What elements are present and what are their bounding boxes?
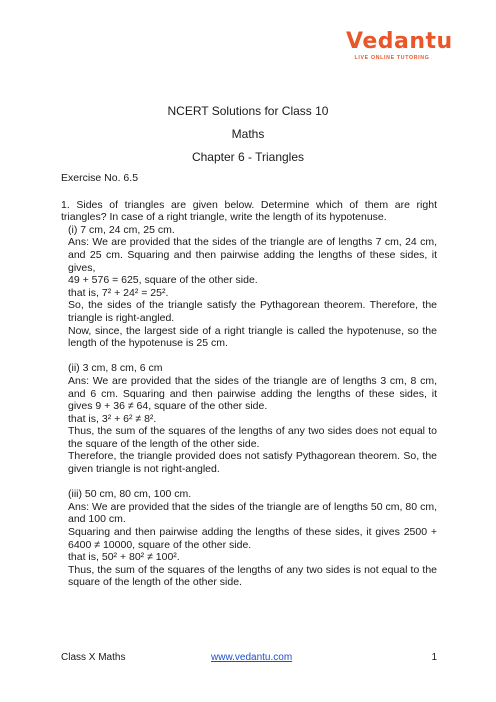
- footer-class-label: Class X Maths: [61, 652, 126, 663]
- header-chapter: Chapter 6 - Triangles: [191, 150, 305, 164]
- part-3-conclusion: Thus, the sum of the squares of the lengths of any two sides is not equal to the square of the length of the other side.: [68, 563, 437, 589]
- header-subject: Maths: [231, 127, 265, 141]
- part-3-label: (iii) 50 cm, 80 cm, 100 cm.: [68, 488, 192, 501]
- page-footer: [61, 652, 437, 664]
- footer-website-link[interactable]: www.vedantu.com: [211, 652, 293, 663]
- part-1-conclusion: So, the sides of the triangle satisfy the Pythagorean theorem. Therefore, the triangle is right-angled.: [68, 299, 437, 324]
- page-number: 1: [431, 652, 437, 663]
- exercise-title: Exercise No. 6.5: [61, 172, 139, 184]
- part-1-hypotenuse: Now, since, the largest side of a right triangle is called the hypotenuse, so the length of the hypotenuse is 25 cm.: [68, 324, 437, 350]
- part-3-answer: Ans: We are provided that the sides of the triangle are of lengths 50 cm, 80 cm, and 100 cm.: [68, 500, 437, 526]
- document-header: [0, 102, 496, 171]
- vedantu-logo: [346, 29, 453, 61]
- question-text: 1. Sides of triangles are given below. Determine which of them are right triangles? In case of a right triangle, write the length of its hypotenuse.: [61, 198, 437, 224]
- part-2-reasoning: Thus, the sum of the squares of the lengths of any two sides does not equal to the square of the length of the other side.: [68, 425, 437, 450]
- header-title: NCERT Solutions for Class 10: [167, 104, 329, 118]
- spacer: [61, 476, 437, 489]
- part-3-squaring: Squaring and then pairwise adding the lengths of these sides, it gives 2500 + 6400 ≠ 10000, square of the other side.: [68, 526, 437, 551]
- part-1-equation-squares: that is, 7² + 24² = 25².: [68, 286, 169, 299]
- part-2-answer: Ans: We are provided that the sides of the triangle are of lengths 3 cm, 8 cm, and 6 cm. Squaring and then pairwise adding the lengths of these sides, it gives 9 + 36 ≠ 64, square of the other side.: [68, 374, 437, 413]
- part-2-conclusion: Therefore, the triangle provided does not satisfy Pythagorean theorem. So, the given triangle is not right-angled.: [68, 450, 437, 476]
- part-2-equation: that is, 3² + 6² ≠ 8².: [68, 412, 157, 425]
- logo-wordmark: Vedantu: [346, 29, 453, 54]
- part-1-equation-sum: 49 + 576 = 625, square of the other side.: [68, 274, 258, 287]
- part-2-label: (ii) 3 cm, 8 cm, 6 cm: [68, 362, 163, 375]
- part-1-label: (i) 7 cm, 24 cm, 25 cm.: [68, 223, 175, 236]
- part-3-equation: that is, 50² + 80² ≠ 100².: [68, 551, 180, 564]
- document-body: [61, 172, 437, 589]
- part-1-answer: Ans: We are provided that the sides of the triangle are of lengths 7 cm, 24 cm, and 25 cm. Squaring and then pairwise adding the lengths of these sides, it gives,: [68, 236, 437, 274]
- logo-tagline: LIVE ONLINE TUTORING: [354, 55, 430, 61]
- spacer: [61, 350, 437, 363]
